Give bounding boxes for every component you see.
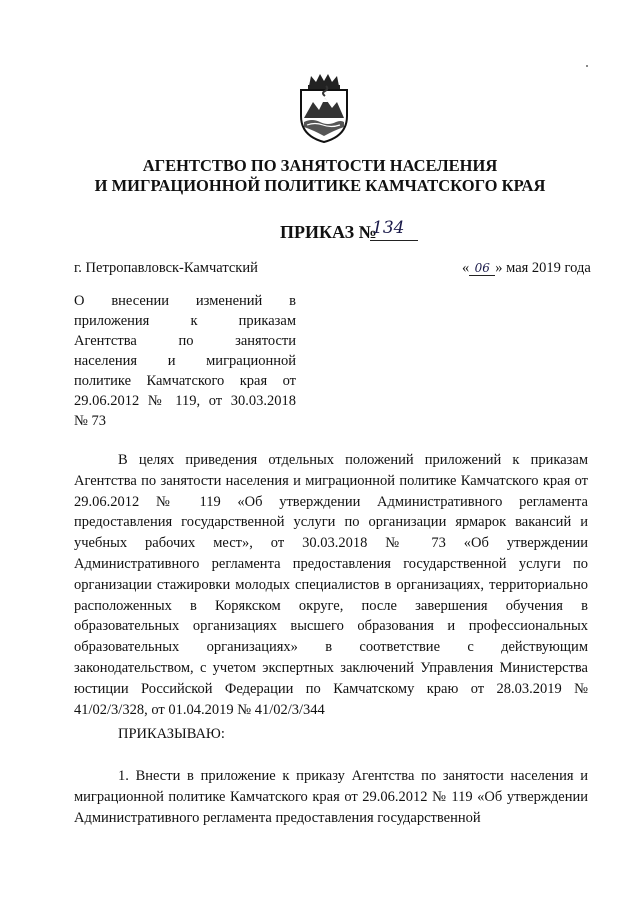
subject-line: Агентства по занятости (74, 333, 296, 349)
agency-name (0, 156, 640, 196)
date-day-handwritten: 06 (469, 261, 495, 276)
subject-line: № 73 (74, 413, 106, 429)
kamchatka-coat-of-arms-icon (295, 72, 353, 144)
subject-line: 29.06.2012 № 119, от 30.03.2018 (74, 393, 296, 409)
date-quote-open: « (462, 260, 470, 276)
agency-name-line-2: И МИГРАЦИОННОЙ ПОЛИТИКЕ КАМЧАТСКОГО КРАЯ (94, 176, 546, 195)
preamble-paragraph: В целях приведения отдельных положений приложений к приказам Агентства по занятости населения и миграционной политике Камчатского края от 29.06.2012 № 119 «Об утверждении Административного регламента предоставления государственной услуги по организации ярмарок вакансий и учебных рабочих мест», от 30.03.2018 № 73 «Об утверждении Административного регламента предоставления государственной услуги по организации стажировки молодых специалистов в организациях, территориально расположенных в Корякском округе, после завершения обучения в образовательных организациях высшего образования и профессиональных образовательных организациях» в соответствие с действующим законодательством, с учетом экспертных заключений Управления Министерства юстиции Российской Федерации по Камчатскому краю от 28.03.2019 № 41/02/3/328, от 01.04.2019 № 41/02/3/344 (74, 452, 588, 718)
order-number-underline (370, 240, 418, 241)
subject-line: населения и миграционной (74, 353, 296, 369)
subject-line: О внесении изменений в (74, 293, 296, 309)
order-title: ПРИКАЗ № (280, 222, 377, 242)
order-subject (74, 291, 296, 431)
order-number-handwritten: 134 (372, 218, 405, 238)
subject-line: политике Камчатского края от (74, 373, 296, 389)
scan-speck (586, 65, 588, 67)
subject-line: приложения к приказам (74, 313, 296, 329)
order-date (462, 260, 591, 277)
order-item-1: 1. Внести в приложение к приказу Агентства по занятости населения и миграционной политике Камчатского края от 29.06.2012 № 119 «Об утверждении Административного регламента предоставления государственной (74, 768, 588, 826)
order-word: ПРИКАЗЫВАЮ: (118, 726, 225, 742)
agency-name-line-1: АГЕНТСТВО ПО ЗАНЯТОСТИ НАСЕЛЕНИЯ (142, 156, 498, 175)
date-month-year: » мая 2019 года (495, 260, 591, 276)
city: г. Петропавловск-Камчатский (74, 260, 258, 276)
